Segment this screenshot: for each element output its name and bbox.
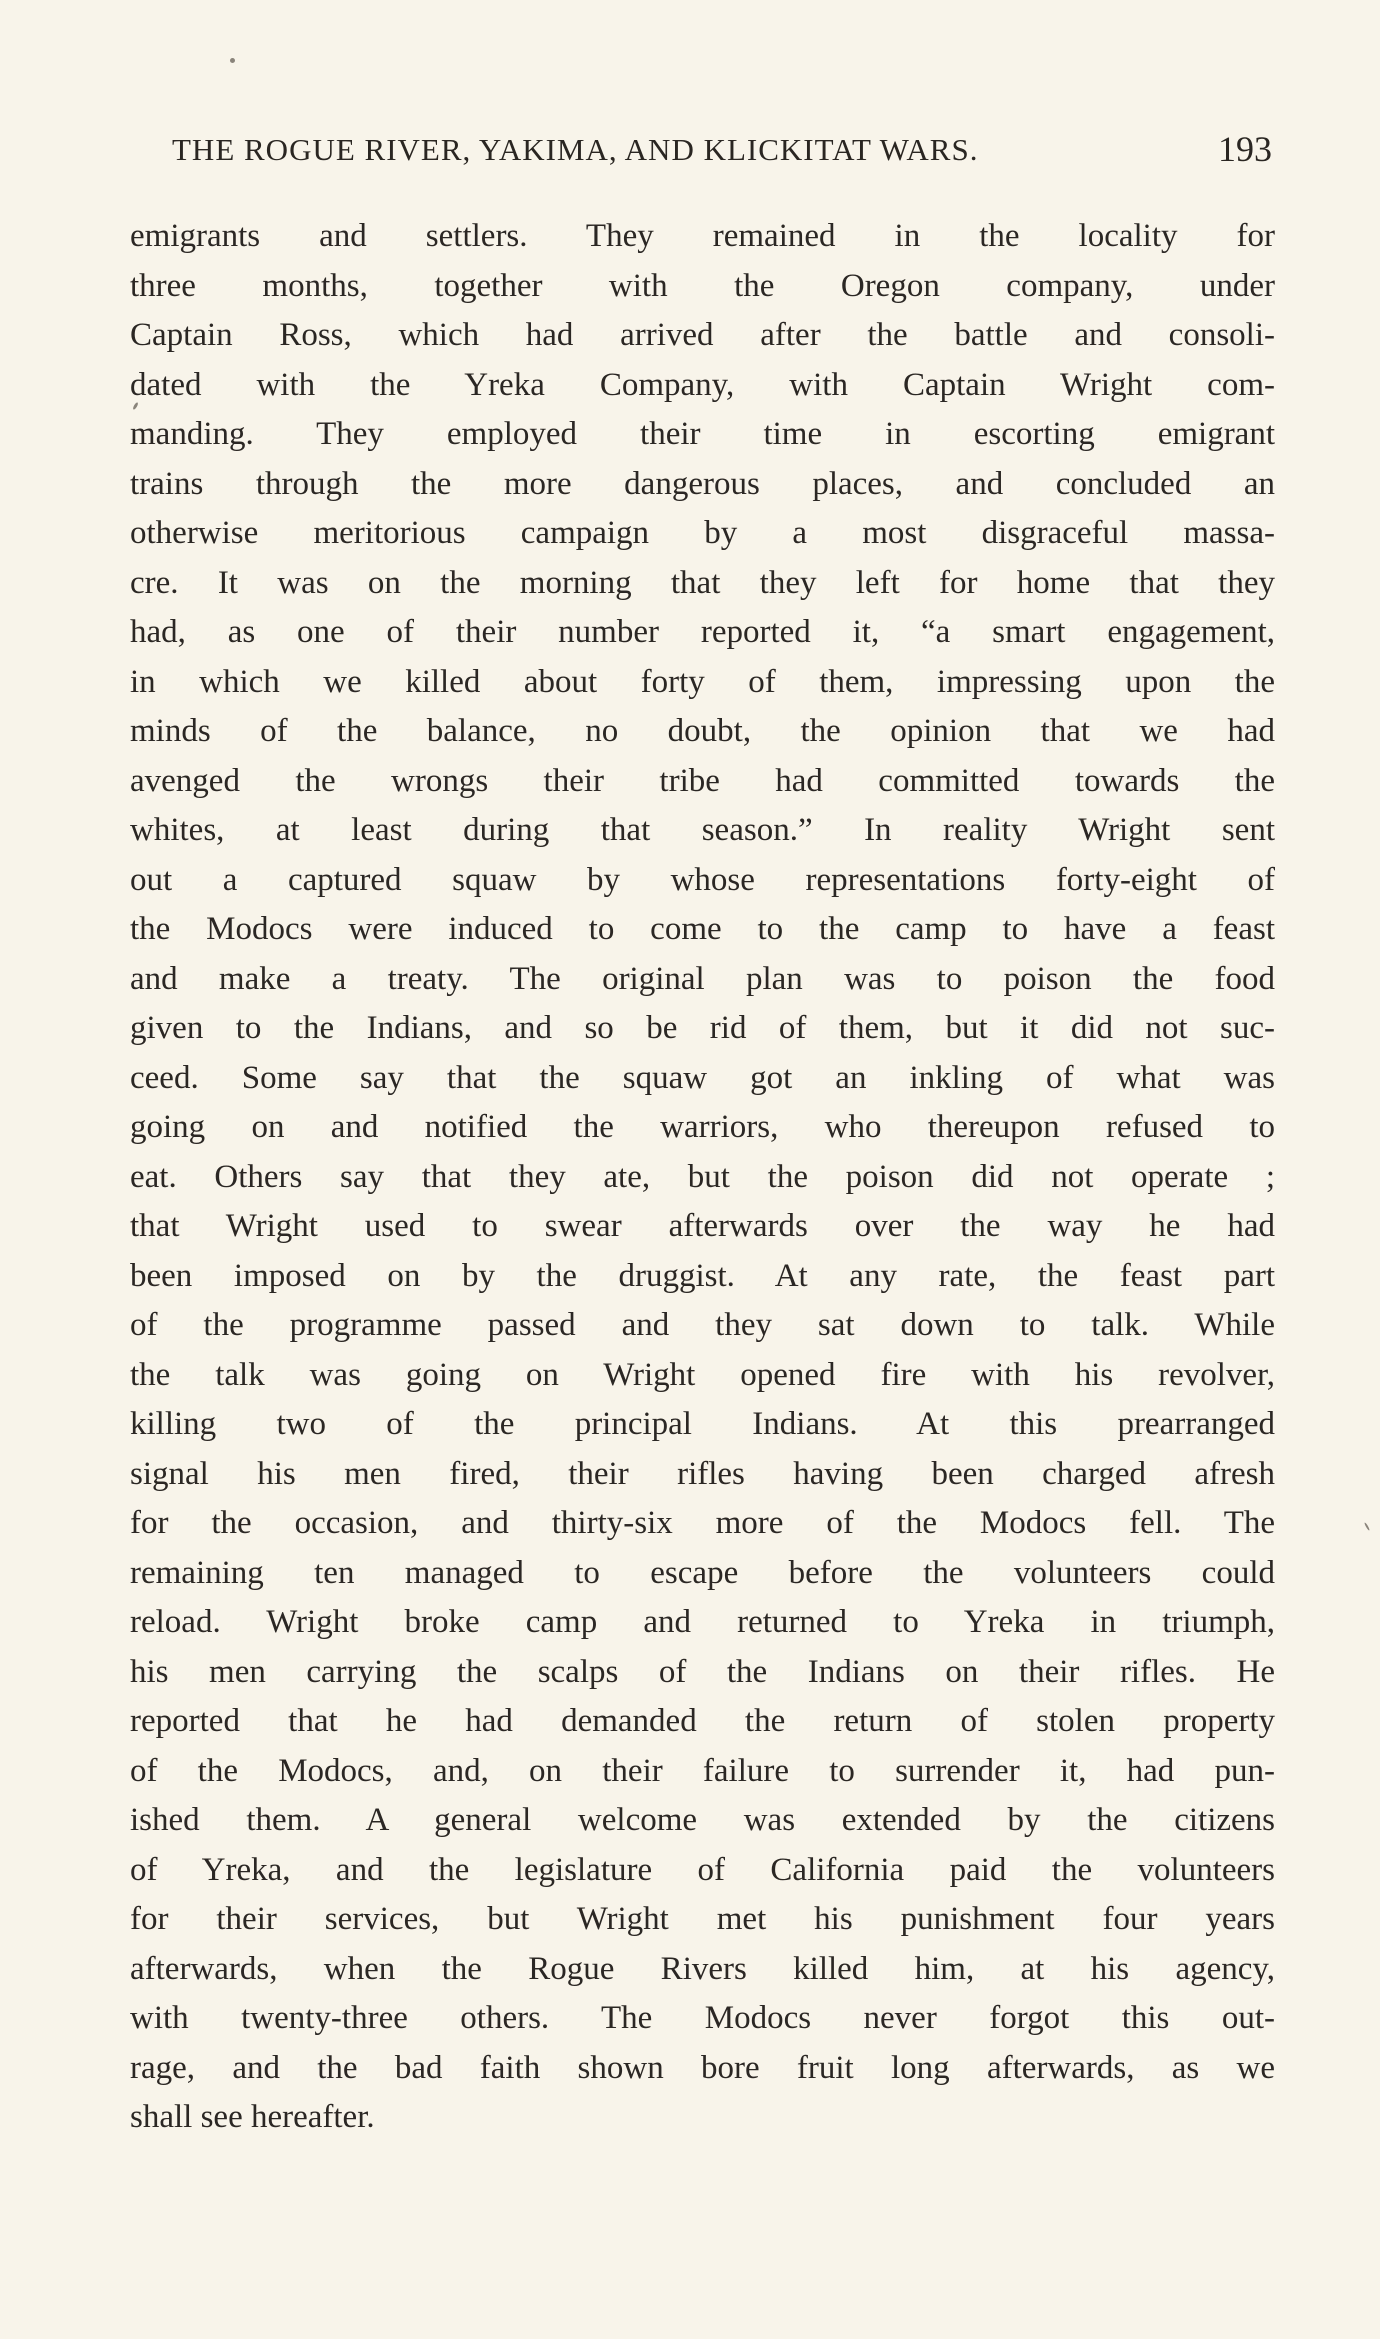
ink-speck	[1364, 1522, 1370, 1531]
body-text	[130, 212, 1275, 2143]
text-line: dated with the Yreka Company, with Captain Wright com-	[130, 366, 1275, 403]
text-line: signal his men fired, their rifles having been charged afresh	[130, 1455, 1275, 1492]
running-header	[172, 128, 1272, 172]
text-line: manding. They employed their time in escorting emigrant	[130, 416, 1275, 452]
text-line: minds of the balance, no doubt, the opinion that we had	[130, 713, 1275, 749]
text-line: otherwise meritorious campaign by a most disgraceful massa-	[130, 515, 1275, 551]
text-line: the talk was going on Wright opened fire with his revolver,	[130, 1356, 1275, 1393]
text-line: the Modocs were induced to come to the camp to have a feast	[130, 911, 1275, 947]
text-line: trains through the more dangerous places, and concluded an	[130, 465, 1275, 502]
text-line: cre. It was on the morning that they left for home that they	[130, 564, 1275, 601]
text-line: of Yreka, and the legislature of California paid the volunteers	[130, 1851, 1275, 1888]
text-line: emigrants and settlers. They remained in the locality for	[130, 218, 1275, 254]
text-line: ceed. Some say that the squaw got an inkling of what was	[130, 1059, 1275, 1096]
text-line: whites, at least during that season.” In reality Wright sent	[130, 812, 1275, 848]
text-line: given to the Indians, and so be rid of them, but it did not suc-	[130, 1010, 1275, 1046]
text-line: killing two of the principal Indians. At this prearranged	[130, 1406, 1275, 1442]
text-line: and make a treaty. The original plan was to poison the food	[130, 960, 1275, 997]
text-line: of the programme passed and they sat down to talk. While	[130, 1307, 1275, 1343]
text-line: that Wright used to swear afterwards over the way he had	[130, 1208, 1275, 1244]
running-title: THE ROGUE RIVER, YAKIMA, AND KLICKITAT WARS.	[172, 132, 979, 167]
text-line: his men carrying the scalps of the Indians on their rifles. He	[130, 1653, 1275, 1690]
page-number: 193	[1218, 129, 1272, 169]
text-line: avenged the wrongs their tribe had committed towards the	[130, 762, 1275, 799]
text-line: remaining ten managed to escape before the volunteers could	[130, 1554, 1275, 1591]
text-line: reported that he had demanded the return of stolen property	[130, 1703, 1275, 1739]
text-line: in which we killed about forty of them, impressing upon the	[130, 663, 1275, 700]
text-line: afterwards, when the Rogue Rivers killed him, at his agency,	[130, 1950, 1275, 1987]
text-line: shall see hereafter.	[130, 2099, 375, 2135]
text-line: Captain Ross, which had arrived after the battle and consoli-	[130, 317, 1275, 353]
text-line: ished them. A general welcome was extended by the citizens	[130, 1802, 1275, 1838]
ink-speck	[230, 58, 235, 63]
text-line: with twenty-three others. The Modocs never forgot this out-	[130, 2000, 1275, 2036]
text-line: eat. Others say that they ate, but the poison did not operate ;	[130, 1158, 1275, 1195]
text-line: had, as one of their number reported it, “a smart engagement,	[130, 614, 1275, 650]
text-line: for the occasion, and thirty-six more of the Modocs fell. The	[130, 1505, 1275, 1541]
text-line: rage, and the bad faith shown bore fruit long afterwards, as we	[130, 2049, 1275, 2086]
text-line: been imposed on by the druggist. At any rate, the feast part	[130, 1257, 1275, 1294]
text-line: of the Modocs, and, on their failure to surrender it, had pun-	[130, 1752, 1275, 1789]
text-line: three months, together with the Oregon company, under	[130, 267, 1275, 304]
text-line: out a captured squaw by whose representations forty-eight of	[130, 861, 1275, 898]
text-line: for their services, but Wright met his punishment four years	[130, 1901, 1275, 1937]
text-line: going on and notified the warriors, who thereupon refused to	[130, 1109, 1275, 1145]
text-line: reload. Wright broke camp and returned to Yreka in triumph,	[130, 1604, 1275, 1640]
